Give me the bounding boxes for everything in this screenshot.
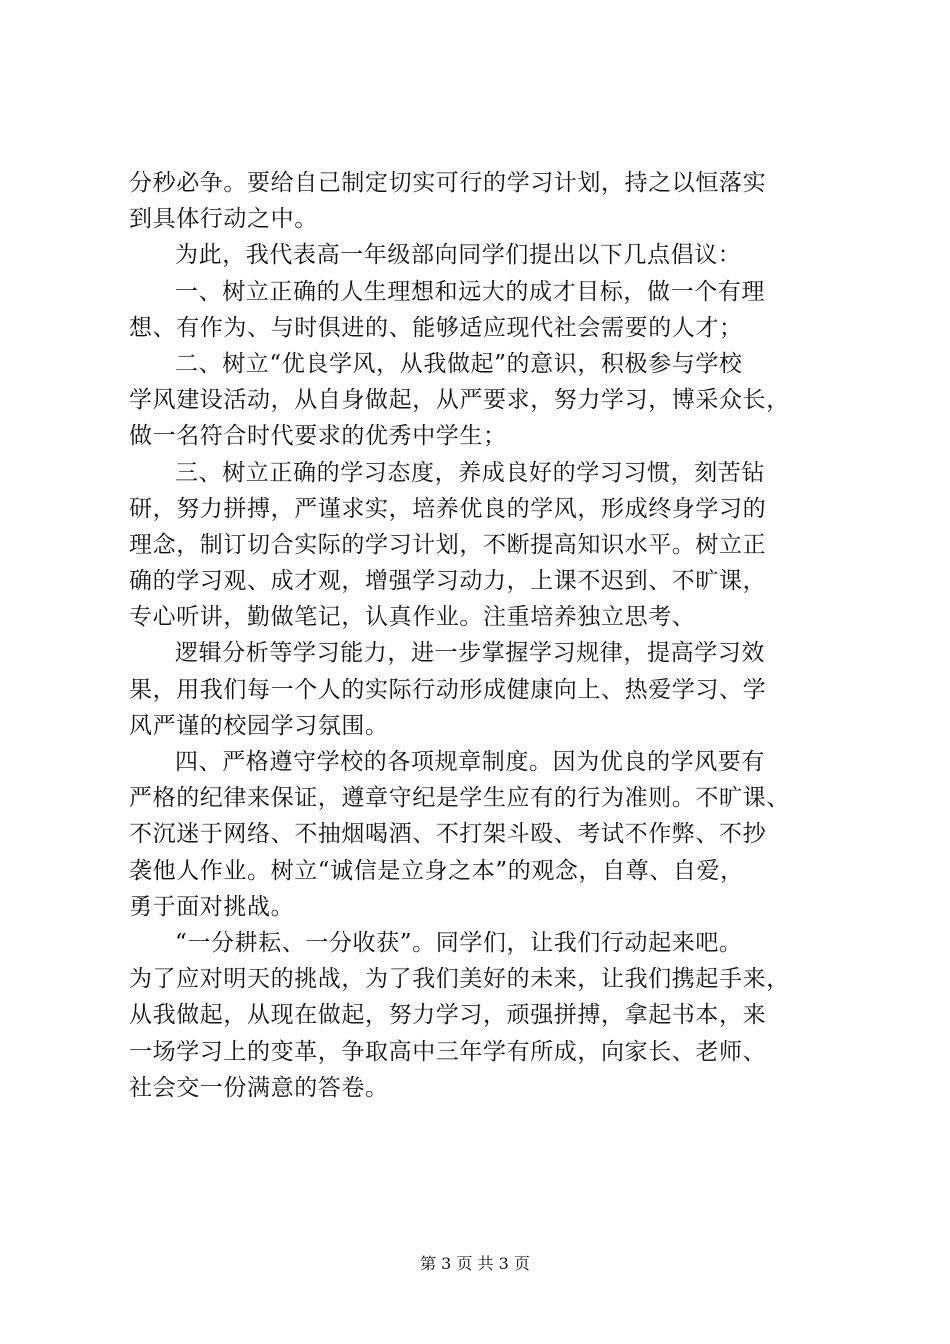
text-line: 逻辑分析等学习能力，进一步掌握学习规律，提高学习效 xyxy=(175,640,765,667)
text-line: 不沉迷于网络、不抽烟喝酒、不打架斗殴、考试不作弊、不抄 xyxy=(129,821,767,848)
text-line: 分秒必争。要给自己制定切实可行的学习计划，持之以恒落实 xyxy=(129,170,767,196)
text-line: 二、树立“优良学风，从我做起”的意识，积极参与学校 xyxy=(175,350,743,377)
text-line: 为此，我代表高一年级部向同学们提出以下几点倡议： xyxy=(175,242,742,269)
text-line: 为了应对明天的挑战，为了我们美好的未来，让我们携起手来， xyxy=(129,966,790,993)
text-line: 研，努力拼搏，严谨求实，培养优良的学风，形成终身学习的 xyxy=(129,495,767,522)
text-line: 想、有作为、与时俱进的、能够适应现代社会需要的人才； xyxy=(129,314,743,341)
text-line: 勇于面对挑战。 xyxy=(129,893,295,920)
text-line: 严格的纪律来保证，遵章守纪是学生应有的行为准则。不旷课、 xyxy=(129,785,790,812)
text-line: 理念，制订切合实际的学习计划，不断提高知识水平。树立正 xyxy=(129,531,767,558)
text-line: 做一名符合时代要求的优秀中学生； xyxy=(129,423,507,450)
text-line: 果，用我们每一个人的实际行动形成健康向上、热爱学习、学 xyxy=(129,676,767,703)
text-line: 到具体行动之中。 xyxy=(129,206,318,233)
text-line: 三、树立正确的学习态度，养成良好的学习习惯，刻苦钻 xyxy=(175,459,765,486)
text-line: 学风建设活动，从自身做起，从严要求，努力学习，博采众长， xyxy=(129,387,790,414)
document-body xyxy=(129,165,837,1106)
text-line: 袭他人作业。树立“诚信是立身之本”的观念，自尊、自爱， xyxy=(129,857,744,884)
text-line: 社会交一份满意的答卷。 xyxy=(129,1074,389,1101)
text-line: 确的学习观、成才观，增强学习动力，上课不迟到、不旷课， xyxy=(129,568,767,595)
text-line: 一、树立正确的人生理想和远大的成才目标，做一个有理 xyxy=(175,278,765,305)
text-line: 一场学习上的变革，争取高中三年学有所成，向家长、老师、 xyxy=(129,1038,767,1065)
text-line: “一分耕耘、一分收获”。同学们，让我们行动起来吧。 xyxy=(175,929,743,956)
text-line: 从我做起，从现在做起，努力学习，顽强拼搏，拿起书本，来 xyxy=(129,1002,767,1029)
text-line: 四、严格遵守学校的各项规章制度。因为优良的学风要有 xyxy=(175,749,765,775)
text-line: 风严谨的校园学习氛围。 xyxy=(129,712,389,739)
page-footer: 第 3 页 共 3 页 xyxy=(420,1254,530,1273)
text-line: 专心听讲，勤做笔记，认真作业。注重培养独立思考、 xyxy=(129,604,696,631)
